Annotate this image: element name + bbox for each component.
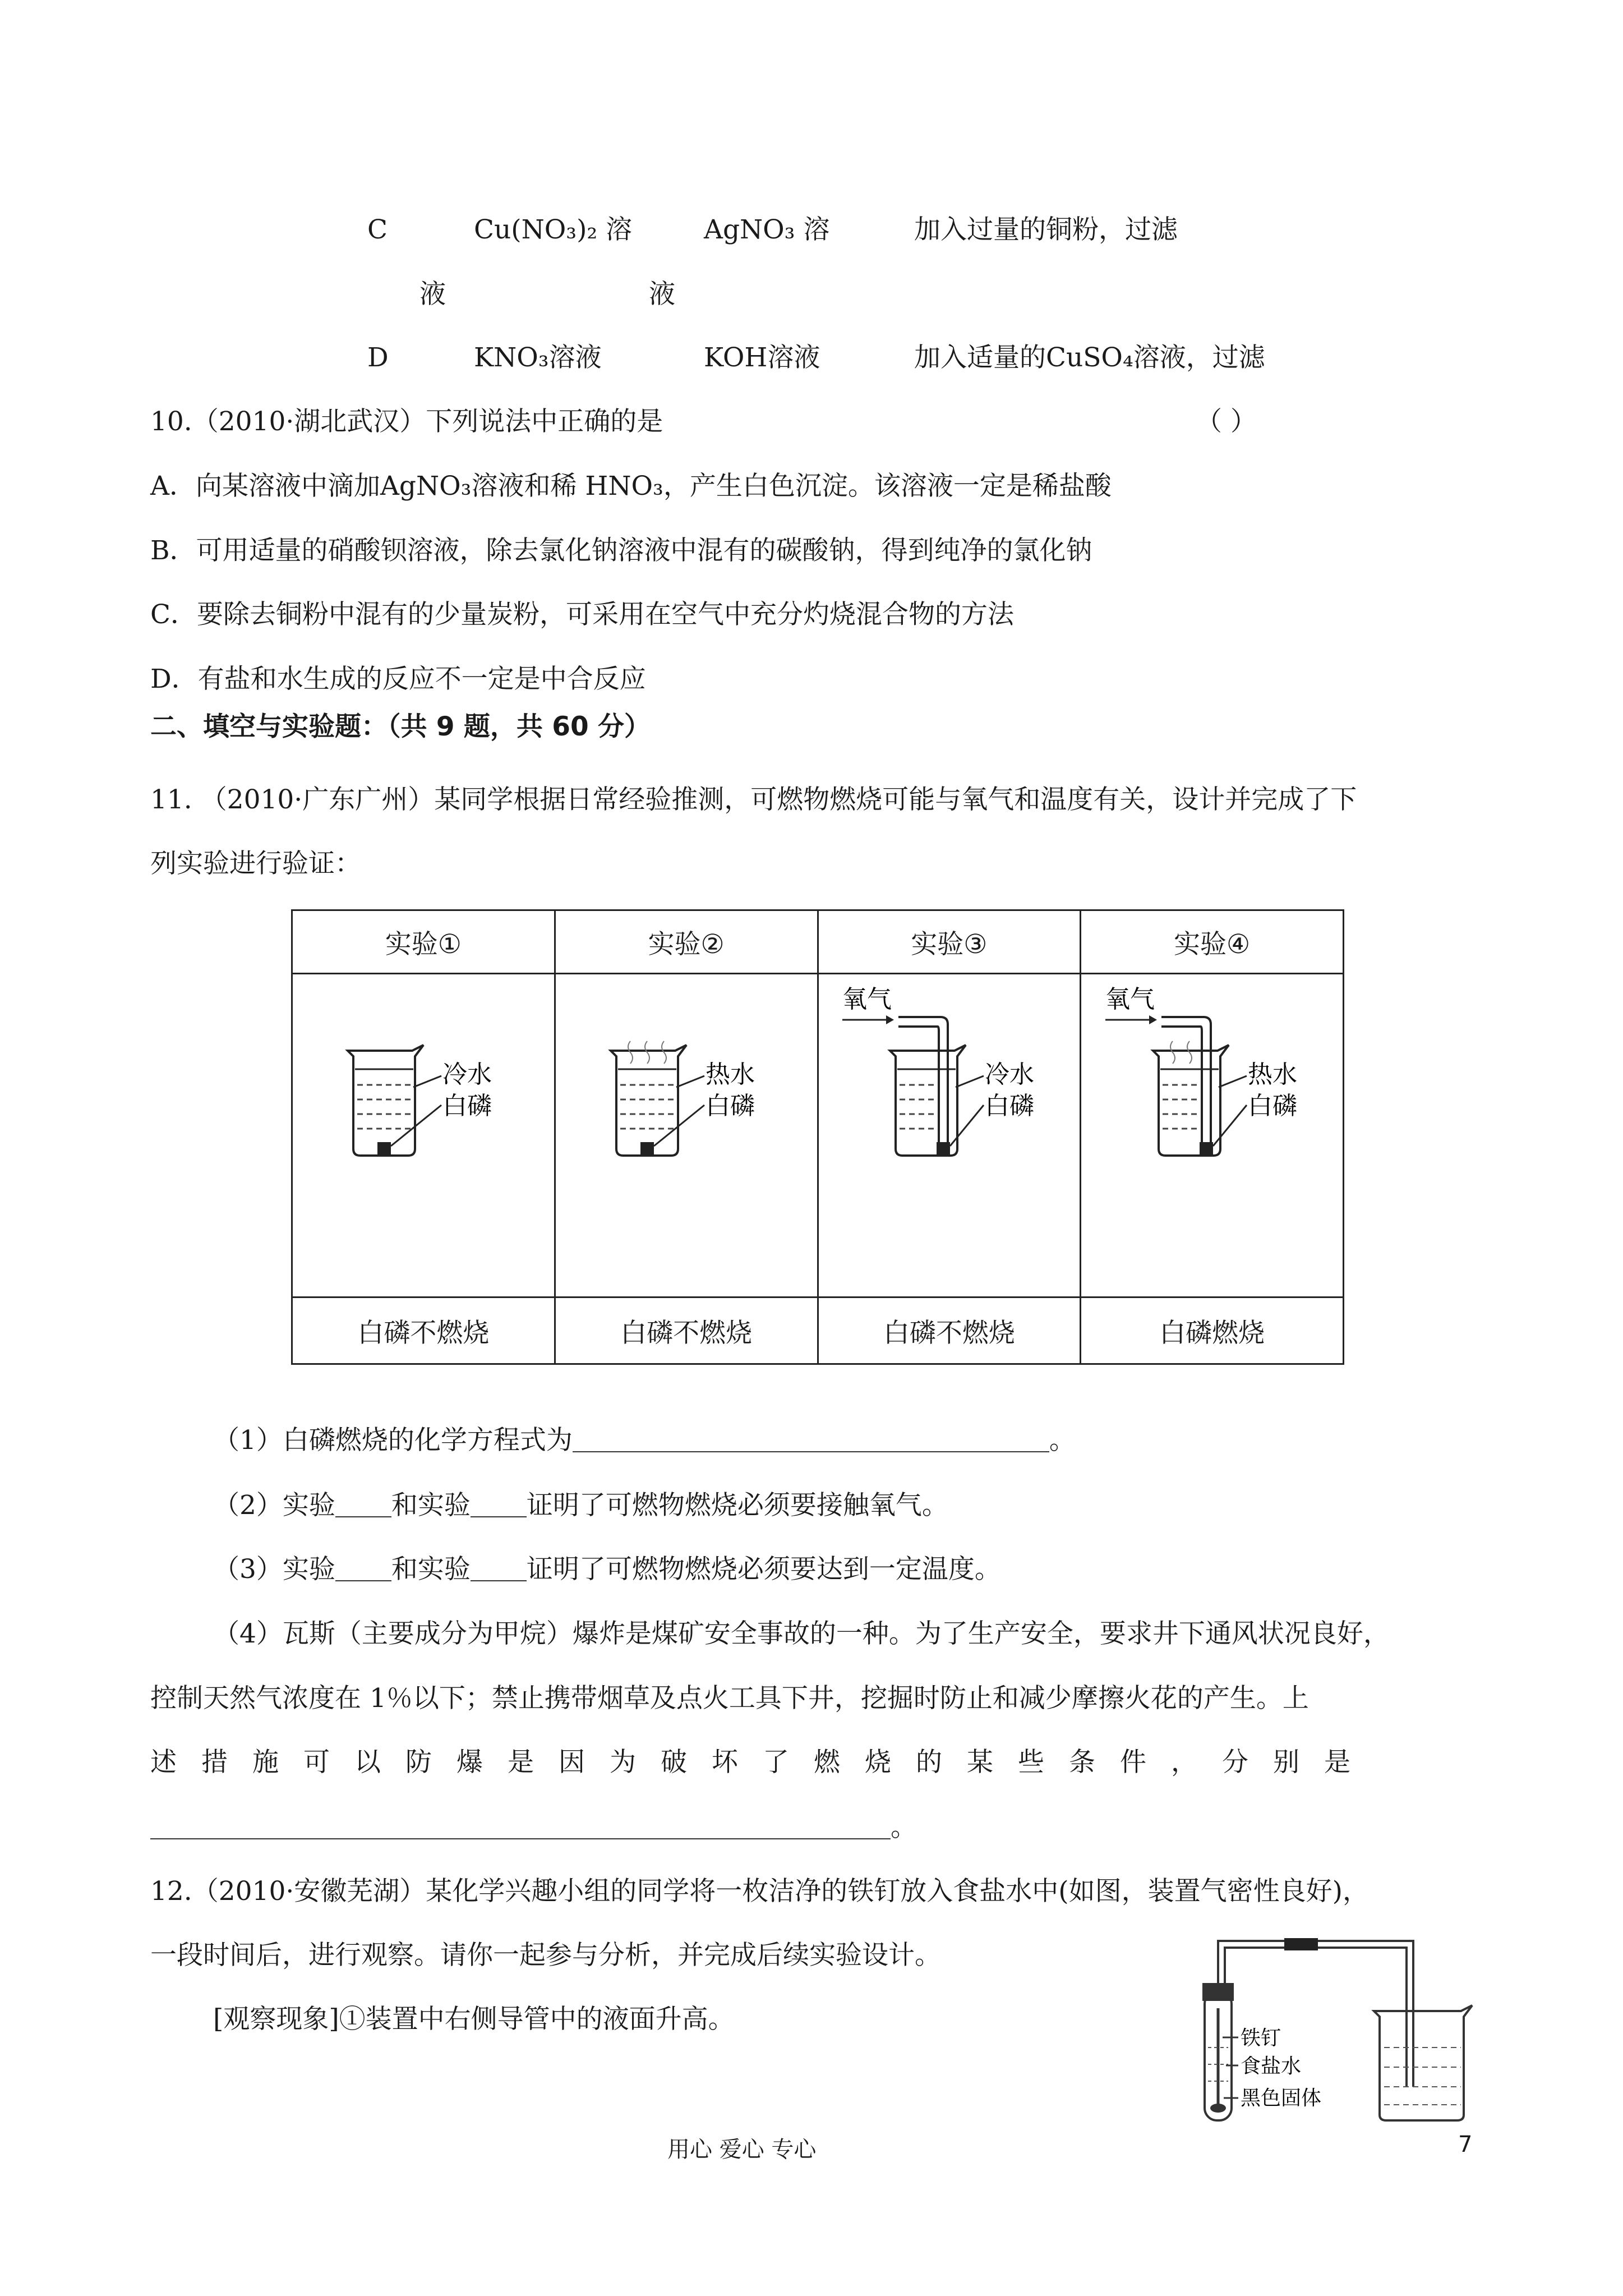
q9-row-d-method: 加入适量的CuSO₄溶液，过滤: [914, 342, 1265, 373]
q12-observation: [观察现象]①装置中右侧导管中的液面升高。: [213, 2004, 735, 2035]
answer-blank[interactable]: [335, 1558, 391, 1581]
q9-row-d-substance: KNO₃溶液: [474, 342, 602, 373]
label-white-phosphorus: 白磷: [442, 1092, 492, 1120]
q9-row-d-letter: D: [367, 342, 389, 373]
label-oxygen: 氧气: [1105, 985, 1155, 1014]
label-white-phosphorus: 白磷: [1248, 1092, 1298, 1120]
label-brine: 食盐水: [1241, 2055, 1302, 2078]
q9-row-c-substance: Cu(NO₃)₂ 溶: [474, 214, 633, 245]
q11-sub4-line3: 述措施可以防爆是因为破坏了燃烧的某些条件，分别是: [150, 1747, 1375, 1778]
experiment-result: 白磷不燃烧: [555, 1297, 818, 1364]
footer-motto: 用心 爱心 专心: [667, 2137, 817, 2162]
q10-option-d: D．有盐和水生成的反应不一定是中合反应: [150, 664, 646, 694]
label-iron-nail: 铁钉: [1241, 2027, 1281, 2050]
beaker-figure: [820, 975, 1078, 1289]
answer-blank[interactable]: [573, 1429, 1049, 1452]
q9-row-c-impurity-cont: 液: [649, 279, 675, 310]
q10-option-b: B．可用适量的硝酸钡溶液，除去氯化钠溶液中混有的碳酸钠，得到纯净的氯化钠: [150, 535, 1092, 566]
beaker-figure: [294, 975, 552, 1289]
q11-sub4-line1: （4）瓦斯（主要成分为甲烷）爆炸是煤矿安全事故的一种。为了生产安全，要求井下通风状况良好，: [213, 1618, 1390, 1649]
q9-row-d-impurity: KOH溶液: [704, 342, 820, 373]
q11-stem-line1: 11. （2010·广东广州）某同学根据日常经验推测，可燃物燃烧可能与氧气和温度有关，设计并完成了下: [150, 784, 1357, 815]
q9-row-c-method: 加入过量的铜粉，过滤: [914, 214, 1178, 245]
experiment-header: 实验②: [555, 910, 818, 974]
q10-option-c: C．要除去铜粉中混有的少量炭粉，可采用在空气中充分灼烧混合物的方法: [150, 599, 1014, 630]
experiment-result: 白磷不燃烧: [292, 1297, 555, 1364]
q10-answer-bracket: （ ）: [1196, 406, 1257, 437]
q12-stem-line2: 一段时间后，进行观察。请你一起参与分析，并完成后续实验设计。: [150, 1940, 941, 1971]
experiment-header: 实验①: [292, 910, 555, 974]
label-black-solid: 黑色固体: [1241, 2087, 1322, 2110]
label-oxygen: 氧气: [842, 985, 892, 1014]
answer-blank[interactable]: [471, 1494, 527, 1517]
experiment-header: 实验④: [1081, 910, 1344, 974]
label-cold-water: 冷水: [985, 1060, 1035, 1089]
q11-sub1: （1）白磷燃烧的化学方程式为 。: [213, 1425, 1076, 1456]
q10-option-a: A．向某溶液中滴加AgNO₃溶液和稀 HNO₃，产生白色沉淀。该溶液一定是稀盐酸: [150, 471, 1112, 501]
page-number: 7: [1458, 2132, 1473, 2157]
experiment-figure-cell: [1081, 974, 1344, 1297]
answer-blank[interactable]: [150, 1816, 891, 1839]
q12-stem-line1: 12.（2010·安徽芜湖）某化学兴趣小组的同学将一枚洁净的铁钉放入食盐水中(如图，装置气密性良好)，: [150, 1876, 1369, 1907]
q11-sub4-answer: 。: [150, 1811, 917, 1844]
experiment-table: [291, 909, 1344, 1365]
experiment-figure-cell: [818, 974, 1081, 1297]
experiment-result: 白磷燃烧: [1081, 1297, 1344, 1364]
beaker-figure: [557, 975, 815, 1289]
q9-row-c-letter: C: [367, 214, 388, 245]
q11-sub4-line2: 控制天然气浓度在 1％以下；禁止携带烟草及点火工具下井，挖掘时防止和减少摩擦火花的产生。上: [150, 1683, 1309, 1714]
beaker-figure: [1083, 975, 1341, 1289]
q11-sub2: （2）实验 和实验 证明了可燃物燃烧必须要接触氧气。: [213, 1490, 948, 1521]
experiment-header: 实验③: [818, 910, 1081, 974]
q10-stem: 10.（2010·湖北武汉）下列说法中正确的是: [150, 406, 663, 437]
q11-stem-line2: 列实验进行验证：: [150, 848, 361, 879]
q9-row-c-substance-cont: 液: [419, 279, 446, 310]
q11-sub3: （3）实验 和实验 证明了可燃物燃烧必须要达到一定温度。: [213, 1554, 1001, 1585]
label-hot-water: 热水: [1248, 1060, 1298, 1089]
label-cold-water: 冷水: [442, 1060, 492, 1089]
experiment-figure-cell: [292, 974, 555, 1297]
answer-blank[interactable]: [335, 1494, 391, 1517]
iron-nail-apparatus-figure: [1189, 1930, 1492, 2132]
answer-blank[interactable]: [471, 1558, 527, 1581]
q9-row-c-impurity: AgNO₃ 溶: [704, 214, 830, 245]
label-white-phosphorus: 白磷: [985, 1092, 1035, 1120]
section-heading: 二、填空与实验题：（共 9 题，共 60 分）: [150, 711, 651, 742]
label-white-phosphorus: 白磷: [705, 1092, 755, 1120]
label-hot-water: 热水: [705, 1060, 755, 1089]
experiment-result: 白磷不燃烧: [818, 1297, 1081, 1364]
experiment-figure-cell: [555, 974, 818, 1297]
